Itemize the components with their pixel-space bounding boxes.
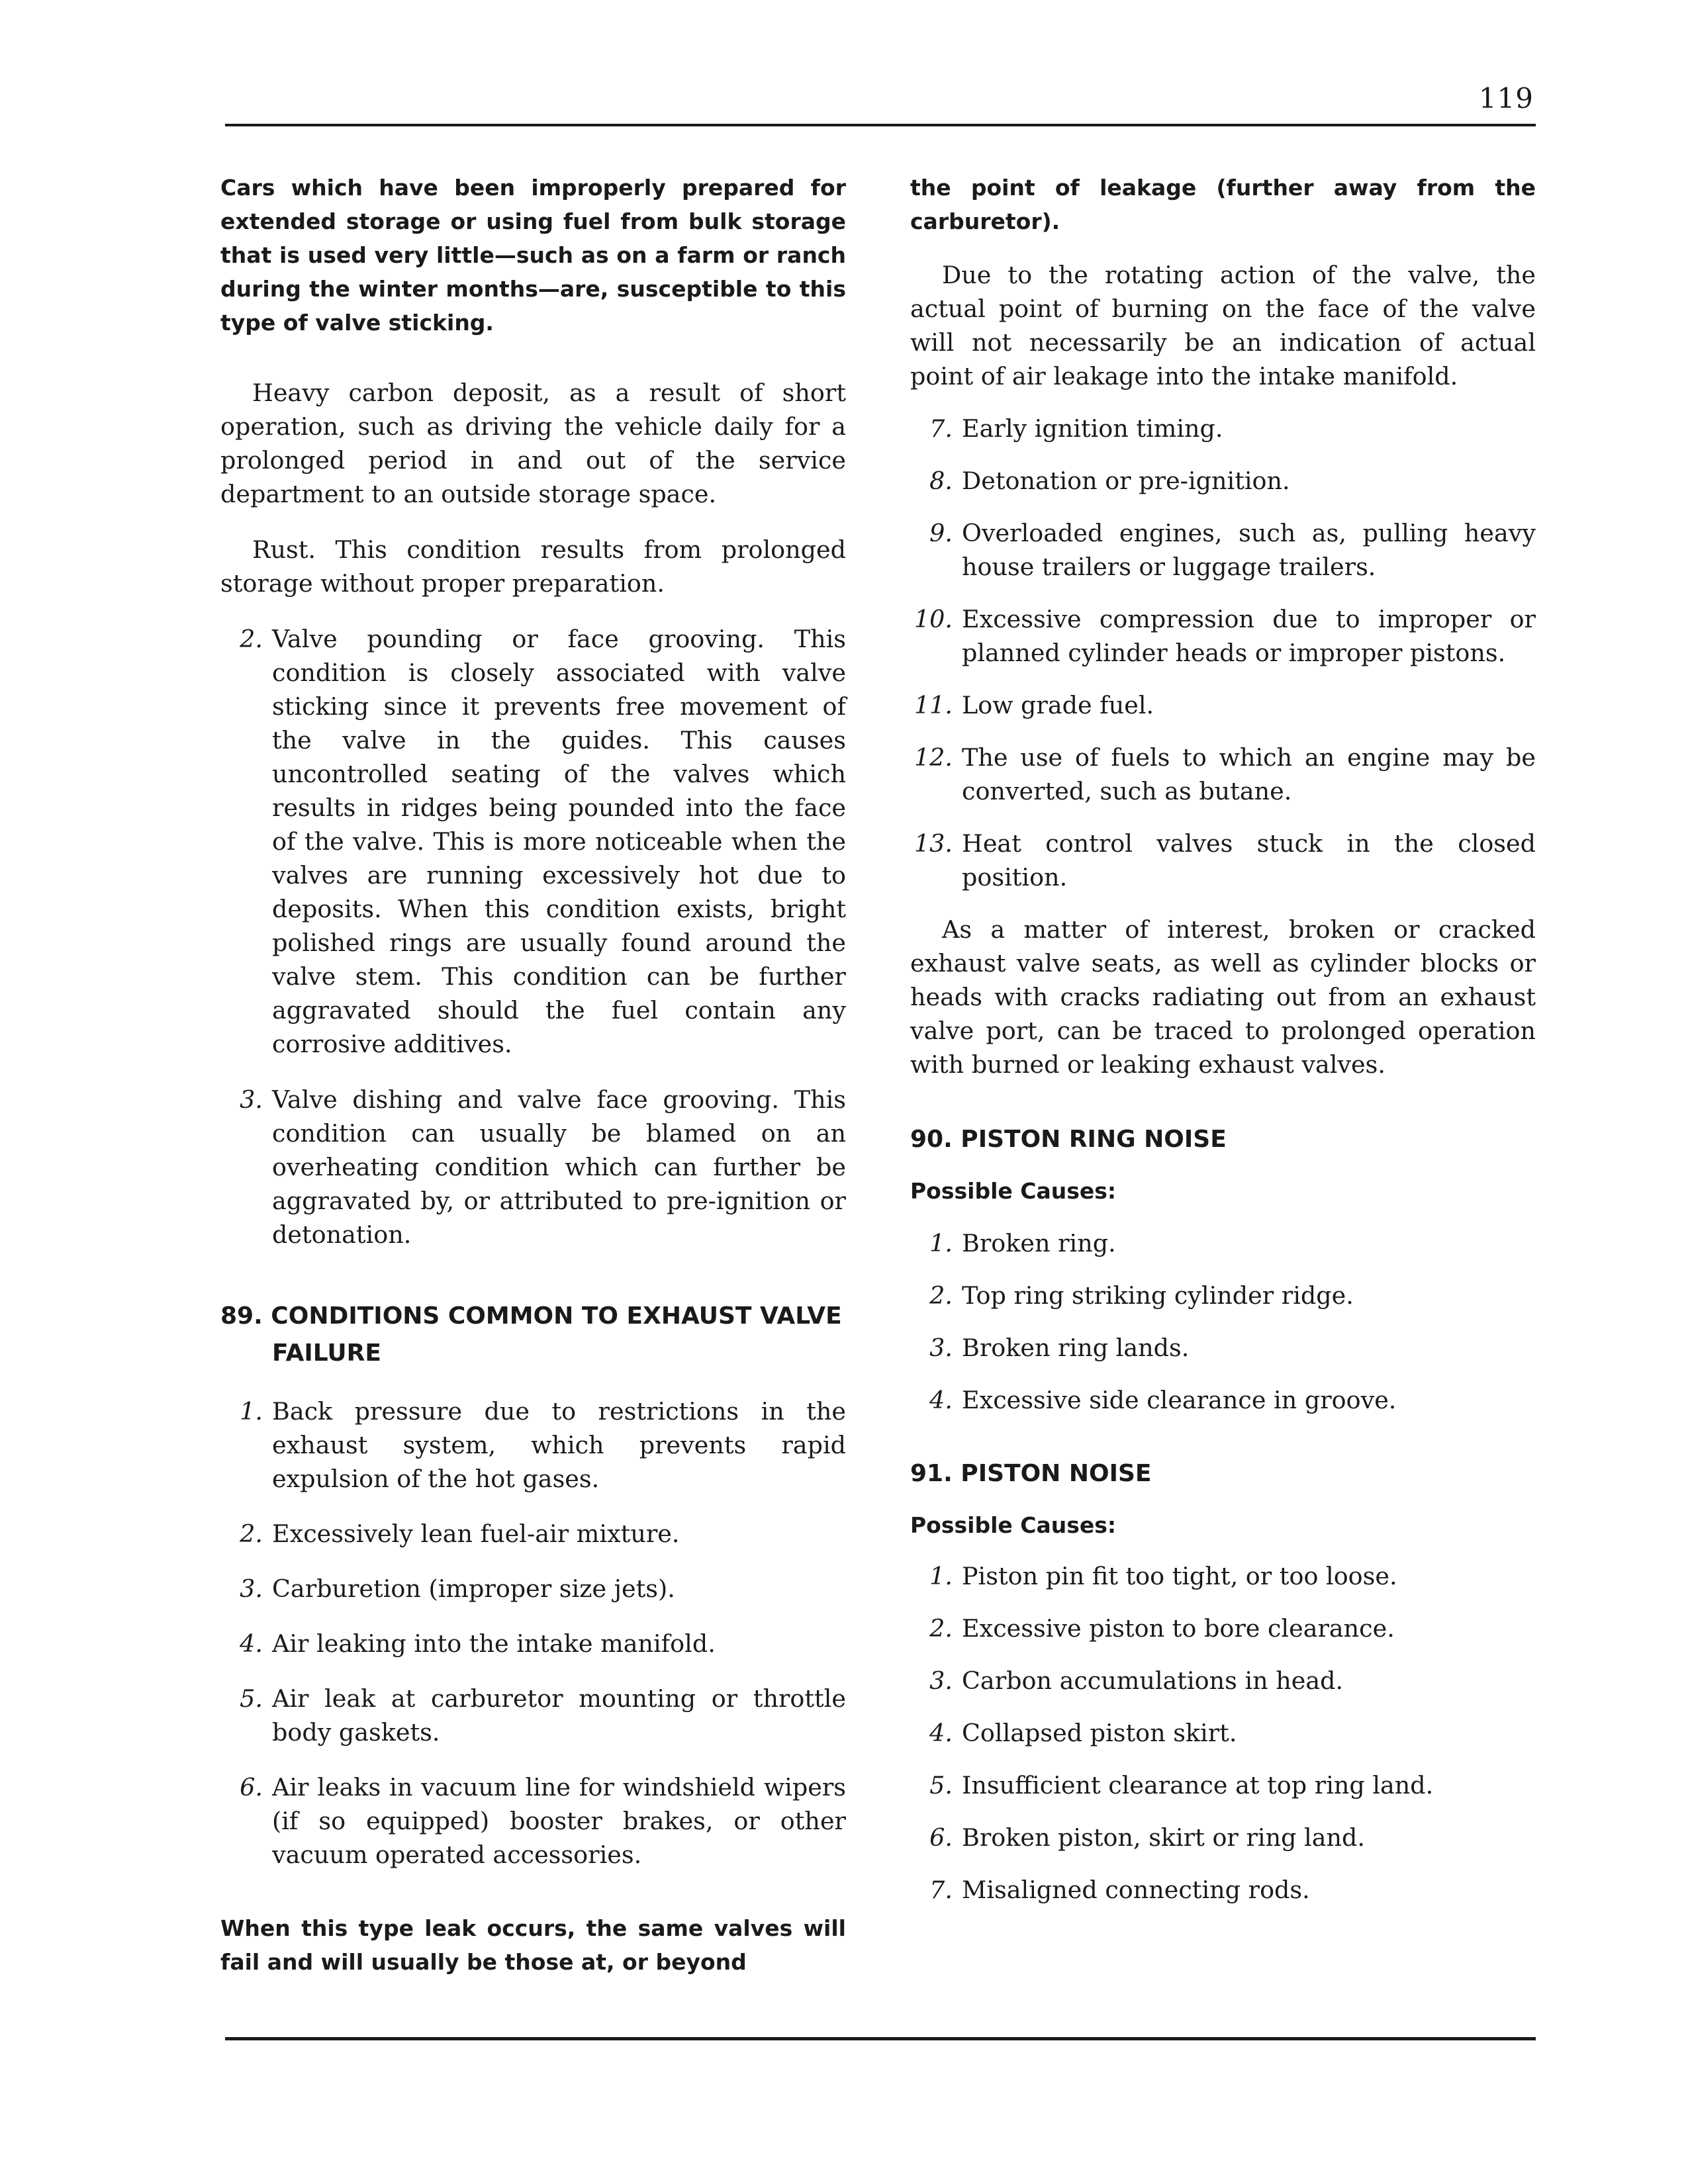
- item-text: Excessive compression due to improper or planned cylinder heads or improper pistons.: [962, 605, 1536, 667]
- item-text: Valve dishing and valve face grooving. This condition can usually be blamed on an overheating condition which can further be aggravated by, or attributed to pre-ignition or detonation.: [272, 1085, 846, 1249]
- item-text: Carbon accumulations in head.: [962, 1666, 1344, 1695]
- item-number: 3.: [240, 1574, 263, 1603]
- possible-causes-label: Possible Causes:: [910, 1178, 1117, 1204]
- carbon-paragraph: Heavy carbon deposit, as a result of short operation, such as driving the vehicle daily for a prolonged period in and out of the service department to an outside storage space.: [220, 379, 846, 508]
- list-item: [910, 1768, 1536, 1802]
- item-text: Broken ring.: [962, 1229, 1116, 1257]
- list-item: [910, 1279, 1536, 1312]
- list-item: [220, 1682, 846, 1749]
- list-item: [910, 827, 1536, 894]
- list-item: [910, 1664, 1536, 1698]
- item-number: 3.: [929, 1666, 953, 1695]
- list-item: [910, 1383, 1536, 1417]
- item-number: 6.: [240, 1773, 263, 1801]
- item-text: Detonation or pre-ignition.: [962, 467, 1290, 495]
- item-number: 4.: [240, 1629, 263, 1658]
- list-item: [910, 1226, 1536, 1260]
- list-item: [910, 1873, 1536, 1907]
- possible-causes-label: Possible Causes:: [910, 1512, 1117, 1538]
- item-number: 1.: [240, 1397, 263, 1426]
- item-number: 3.: [929, 1334, 953, 1362]
- list-item: [220, 1627, 846, 1661]
- list-item: [220, 1394, 846, 1496]
- list-item: [220, 1572, 846, 1606]
- item-number: 6.: [929, 1823, 953, 1852]
- item-number: 12.: [914, 743, 953, 772]
- item-text: Insufficient clearance at top ring land.: [962, 1771, 1434, 1799]
- list-item: [910, 688, 1536, 722]
- footer-rule: [225, 2037, 1536, 2040]
- item-text: Valve pounding or face grooving. This condition is closely associated with valve sticking since it prevents free movement of the valve in the guides. This causes uncontrolled seating of the valves which results in ridges being pounded into the face of the valve. This is more noticeable when the valves are running excessively hot due to deposits. When this condition exists, bright polished rings are usually found around the valve stem. This condition can be further aggravated should the fuel contain any corrosive additives.: [272, 625, 846, 1058]
- rotating-paragraph: Due to the rotating action of the valve, the actual point of burning on the face of the valve will not necessarily be an indication of actual point of air leakage into the intake manifold.: [910, 261, 1536, 390]
- item-text: Back pressure due to restrictions in the exhaust system, which prevents rapid expulsion of the hot gases.: [272, 1397, 846, 1493]
- section-heading-91: 91. PISTON NOISE: [910, 1460, 1152, 1487]
- list-item: [910, 1331, 1536, 1365]
- right-column: [910, 171, 1536, 1907]
- list-item: [910, 1821, 1536, 1854]
- item-text: Top ring striking cylinder ridge.: [962, 1281, 1354, 1310]
- list-item: [910, 1612, 1536, 1645]
- item-text: Early ignition timing.: [962, 414, 1223, 443]
- item-text: Air leaking into the intake manifold.: [272, 1629, 716, 1658]
- item-text: Air leaks in vacuum line for windshield wipers (if so equipped) booster brakes, or other vacuum operated accessories.: [272, 1773, 846, 1869]
- list-item: [910, 516, 1536, 584]
- item-text: Broken ring lands.: [962, 1334, 1190, 1362]
- list-item: [910, 602, 1536, 670]
- item-text: Overloaded engines, such as, pulling heavy house trailers or luggage trailers.: [962, 519, 1536, 581]
- list-item: [910, 464, 1536, 498]
- interest-paragraph: As a matter of interest, broken or cracked exhaust valve seats, as well as cylinder blocks or heads with cracks radiating out from an exhaust valve port, can be traced to prolonged operation with burned or leaking exhaust valves.: [910, 915, 1536, 1079]
- item-number: 10.: [914, 605, 953, 633]
- header-rule: [225, 124, 1536, 126]
- continued-paragraph: the point of leakage (further away from the carburetor).: [910, 175, 1536, 234]
- section-heading-89: 89. CONDITIONS COMMON TO EXHAUST VALVE FAILURE: [220, 1302, 842, 1367]
- item-number: 2.: [929, 1614, 953, 1643]
- section-heading-90: 90. PISTON RING NOISE: [910, 1126, 1227, 1153]
- list-item: [220, 1083, 846, 1251]
- item-number: 3.: [240, 1085, 263, 1114]
- item-number: 11.: [914, 691, 953, 719]
- item-number: 1.: [929, 1562, 953, 1590]
- item-text: Excessive side clearance in groove.: [962, 1386, 1397, 1414]
- list-item: [910, 412, 1536, 445]
- item-text: Low grade fuel.: [962, 691, 1154, 719]
- item-number: 8.: [929, 467, 953, 495]
- list-item: [910, 741, 1536, 808]
- intro-paragraph: Cars which have been improperly prepared for extended storage or using fuel from bulk storage that is used very little—such as on a farm or ranch during the winter months—are, susceptible to this type of valve sticking.: [220, 175, 846, 336]
- item-text: Broken piston, skirt or ring land.: [962, 1823, 1365, 1852]
- item-text: Heat control valves stuck in the closed position.: [962, 829, 1536, 891]
- item-number: 7.: [929, 1876, 953, 1904]
- list-item: [220, 1517, 846, 1551]
- left-column: [220, 171, 846, 1979]
- item-number: 2.: [240, 1520, 263, 1548]
- list-item: [220, 1770, 846, 1872]
- item-number: 4.: [929, 1386, 953, 1414]
- item-number: 13.: [914, 829, 953, 858]
- item-text: Collapsed piston skirt.: [962, 1719, 1237, 1747]
- list-item: [910, 1716, 1536, 1750]
- item-number: 7.: [929, 414, 953, 443]
- item-number: 9.: [929, 519, 953, 547]
- item-text: Misaligned connecting rods.: [962, 1876, 1310, 1904]
- item-text: The use of fuels to which an engine may be converted, such as butane.: [962, 743, 1536, 805]
- item-text: Air leak at carburetor mounting or throttle body gaskets.: [272, 1684, 846, 1747]
- item-number: 5.: [240, 1684, 263, 1713]
- list-item: [910, 1559, 1536, 1593]
- item-text: Piston pin fit too tight, or too loose.: [962, 1562, 1397, 1590]
- item-number: 4.: [929, 1719, 953, 1747]
- item-number: 2.: [929, 1281, 953, 1310]
- list-item: [220, 622, 846, 1061]
- rust-paragraph: Rust. This condition results from prolonged storage without proper preparation.: [220, 535, 846, 598]
- page-number: 119: [1478, 82, 1534, 114]
- item-number: 1.: [929, 1229, 953, 1257]
- item-text: Carburetion (improper size jets).: [272, 1574, 675, 1603]
- item-number: 5.: [929, 1771, 953, 1799]
- item-number: 2.: [240, 625, 263, 653]
- item-text: Excessive piston to bore clearance.: [962, 1614, 1395, 1643]
- item-text: Excessively lean fuel-air mixture.: [272, 1520, 680, 1548]
- closing-paragraph: When this type leak occurs, the same valves will fail and will usually be those at, or beyond: [220, 1915, 846, 1975]
